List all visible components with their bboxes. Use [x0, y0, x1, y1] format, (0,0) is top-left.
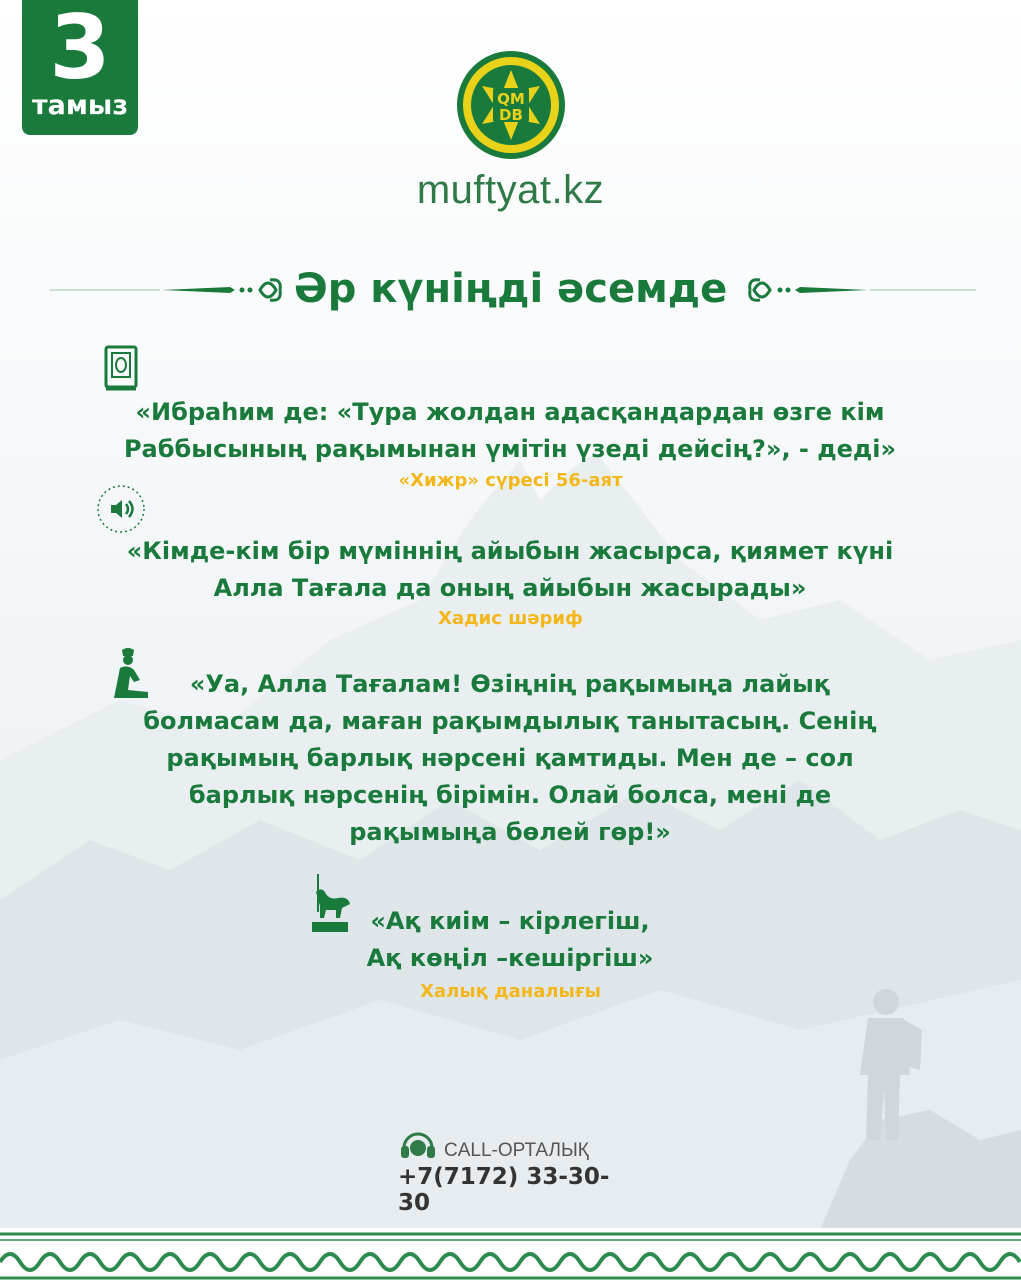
date-badge: [22, 0, 138, 135]
call-center: [398, 1124, 638, 1216]
quote-4: [60, 903, 960, 977]
quote-1-line-1: «Ибраһим де: «Тура жолдан адасқандардан өзге кім: [135, 398, 885, 426]
quote-2-line-2: Алла Тағала да оның айыбын жасырады»: [213, 574, 807, 602]
logo-text-top: QM: [497, 90, 525, 108]
dumk-logo-icon: [456, 50, 566, 160]
quote-4-source: Халық даналығы: [420, 981, 601, 1002]
heading-row: [0, 258, 1021, 322]
page-title: Әр күніңді әсемде: [293, 266, 728, 312]
site-name: muftyat.kz: [416, 168, 605, 212]
call-center-label: CALL-ОРТАЛЫҚ: [444, 1140, 589, 1161]
quote-3-line-2: болмасам да, маған рақымдылық танытасың. Сенің: [143, 707, 877, 735]
quote-2: [60, 533, 960, 607]
quran-book-icon: [104, 345, 140, 393]
quote-3: [60, 666, 960, 851]
quote-3-line-4: барлық нәрсенің бірімін. Олай болса, мені де: [188, 781, 832, 809]
call-center-phone[interactable]: +7(7172) 33-30-30: [398, 1164, 610, 1216]
quote-4-line-2: Ақ көңіл –кешіргіш»: [366, 944, 654, 972]
speaker-icon: [96, 484, 146, 534]
date-month: тамыз: [31, 90, 129, 121]
quote-2-source: Хадис шәриф: [438, 608, 583, 629]
quote-3-line-1: «Уа, Алла Тағалам! Өзіңнің рақымыңа лайық: [189, 670, 831, 698]
quote-4-line-1: «Ақ киім – кірлегіш,: [370, 907, 650, 935]
quote-1-source: «Хижр» сүресі 56-аят: [398, 470, 623, 491]
headset-icon: [398, 1126, 438, 1164]
right-ornament-icon: [730, 258, 980, 320]
quote-1-line-2: Раббысының рақымынан үмітін үзеді дейсің?», - деді»: [123, 435, 897, 463]
quote-1: [60, 394, 960, 468]
quote-3-line-5: рақымыңа бөлей гөр!»: [349, 818, 671, 846]
date-day: 3: [49, 0, 111, 99]
quote-3-line-3: рақымың барлық нәрсені қамтиды. Мен де – сол: [166, 744, 854, 772]
logo-text-bottom: DB: [499, 106, 523, 124]
quote-2-line-1: «Кімде-кім бір мүміннің айыбын жасырса, қиямет күні: [126, 537, 894, 565]
ornamental-border: [0, 1228, 1021, 1280]
